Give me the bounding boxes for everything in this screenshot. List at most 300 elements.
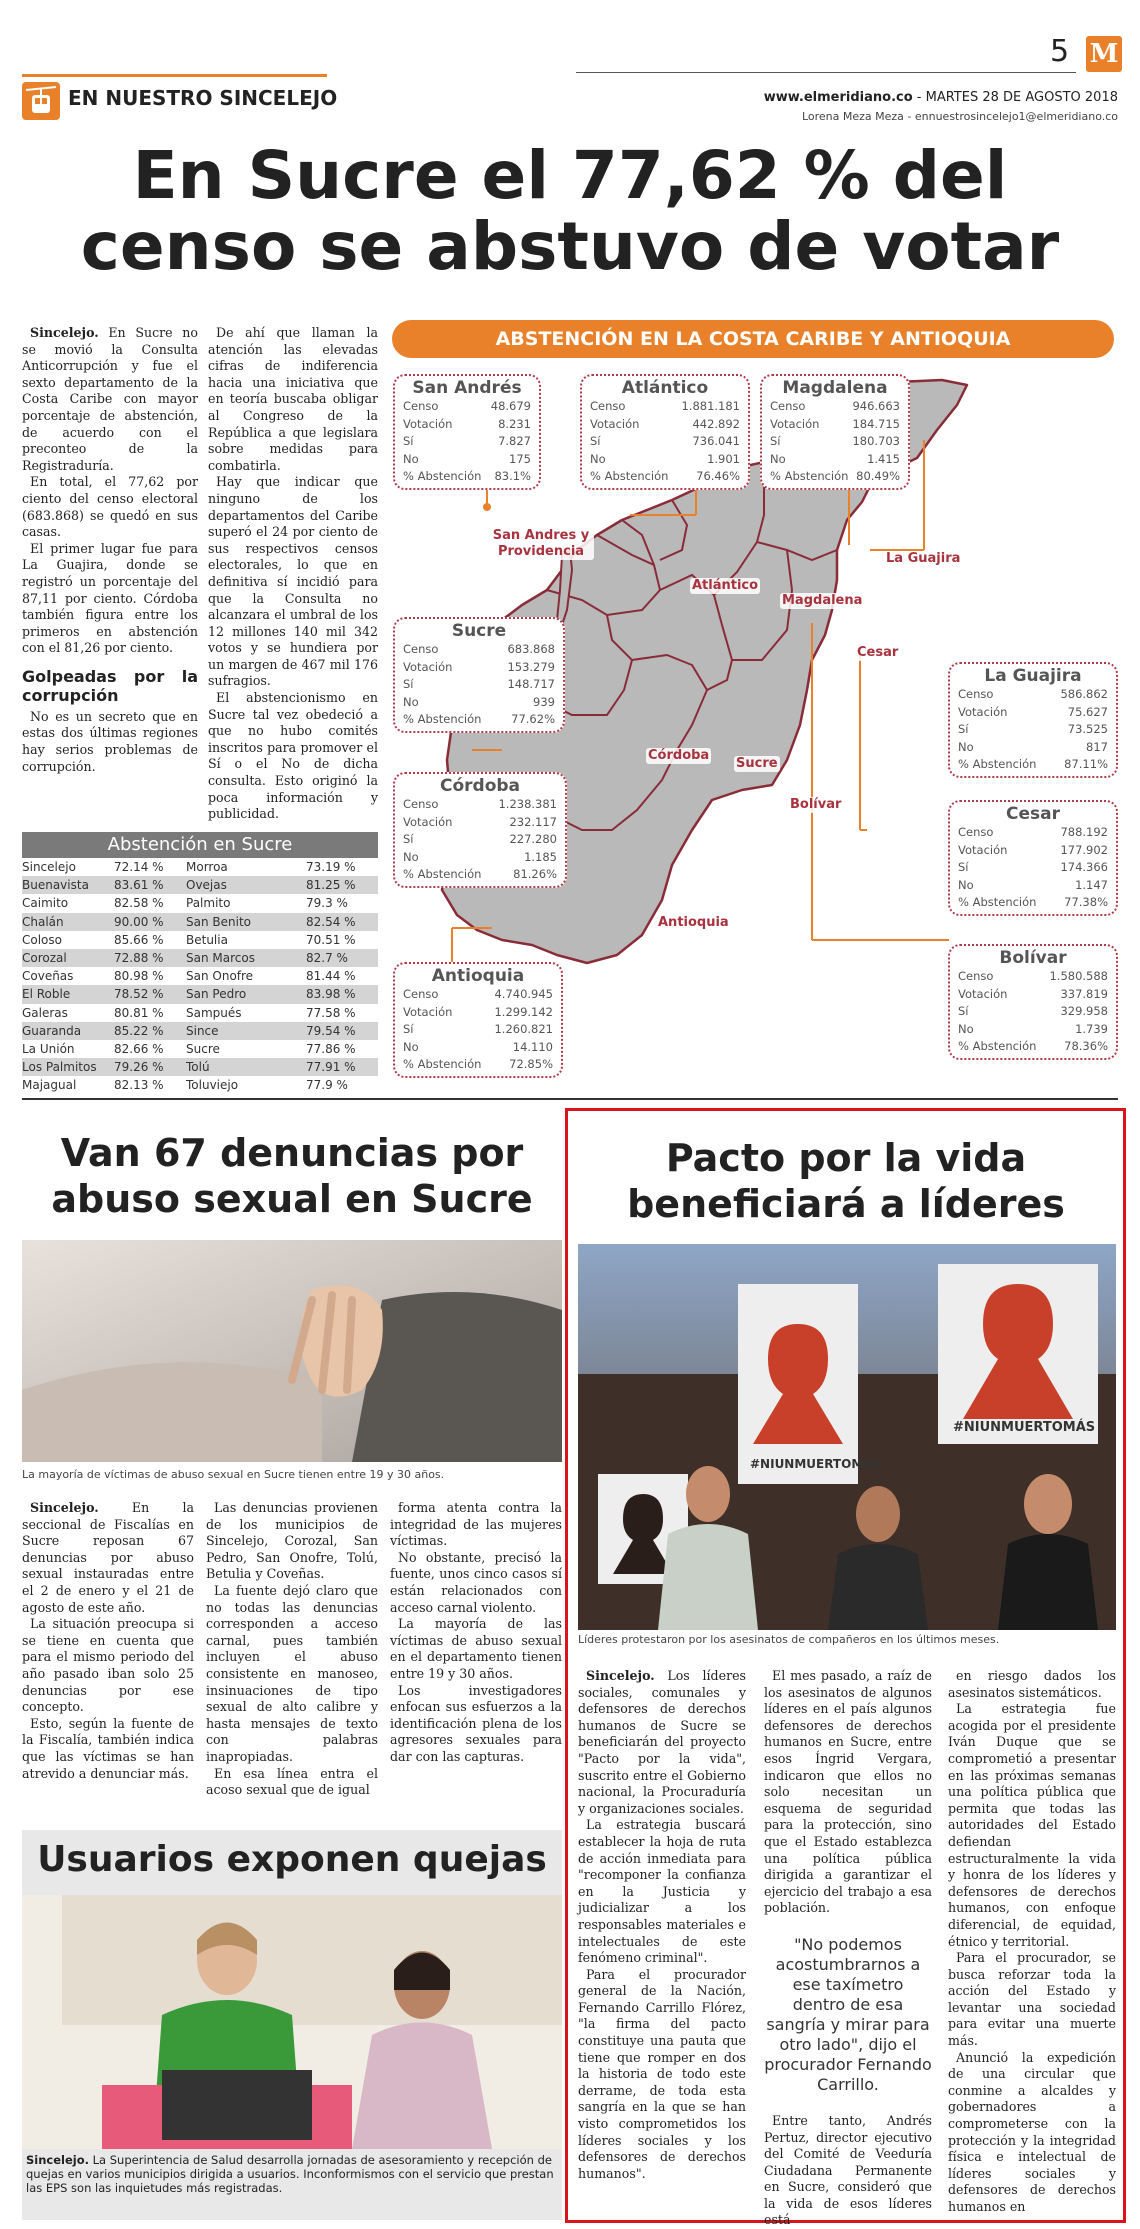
stat-label: No: [403, 694, 419, 709]
paragraph: La fuente dejó claro que no todas las denuncias corresponden a acceso carnal, pues también incluyen el abuso consistente en manoseo, insinuaciones de tipo sexual de alto calibre y hasta mensajes de texto con palabras inapropiadas.: [206, 1582, 378, 1764]
stat-value: 80.49%: [856, 469, 900, 483]
stat-value: 1.739: [1075, 1021, 1108, 1036]
stat-label: Sí: [590, 434, 601, 448]
table-cell: 79.54 %: [306, 1023, 356, 1038]
quejas-caption: [26, 2153, 558, 2195]
text: Los líderes sociales, comunales y defensores de derechos humanos de Sucre se beneficiarán del proyecto "Pacto por la vida", suscrito entre el Gobierno nacional, la Procuraduría y organizaciones sociales.: [578, 1668, 746, 1816]
table-cell: San Onofre: [186, 969, 254, 984]
department-name: Cesar: [1006, 804, 1060, 824]
department-stat: [958, 686, 1108, 704]
department-stat: [770, 433, 900, 451]
department-name: Magdalena: [782, 378, 888, 398]
quejas-photo: [22, 1895, 562, 2149]
table-cell: 82.7 %: [306, 951, 348, 966]
stat-value: 81.26%: [513, 867, 557, 881]
table-title: Abstención en Sucre: [22, 832, 378, 858]
department-box: [393, 617, 565, 733]
department-box: [948, 944, 1118, 1060]
section-label: EN NUESTRO SINCELEJO: [68, 86, 338, 110]
table-cell: San Benito: [186, 914, 251, 929]
department-stat: [403, 641, 555, 659]
paragraph: Los investigadores enfocan sus esfuerzos a la identificación plena de los agresores sexuales para dar con las capturas.: [390, 1682, 562, 1764]
table-cell: Coveñas: [22, 969, 74, 984]
map-label-antioquia: Antioquia: [658, 915, 729, 930]
department-box: [948, 662, 1118, 778]
department-box: [393, 962, 563, 1078]
table-cell: 83.61 %: [114, 878, 164, 893]
stat-value: 7.827: [498, 434, 531, 448]
stat-value: 227.280: [509, 832, 557, 846]
stat-label: Censo: [403, 642, 439, 656]
paragraph: La situación preocupa si se tiene en cuenta que para el mismo periodo del año pasado iban solo 25 denuncias por ese concepto.: [22, 1616, 194, 1715]
department-stat: [958, 721, 1108, 739]
stat-value: 148.717: [507, 677, 555, 691]
stat-label: Censo: [403, 987, 439, 1001]
table-cell: 80.81 %: [114, 1005, 164, 1020]
stat-value: 939: [533, 694, 555, 709]
table-cell: 77.9 %: [306, 1078, 348, 1093]
stat-label: No: [403, 451, 419, 466]
table-cell: 79.26 %: [114, 1060, 164, 1075]
paragraph: El primer lugar fue para La Guajira, donde se registró un porcentaje del 87,11 por ciento. Córdoba también figura entre los primeros en abstención con el 81,26 por ciento.: [22, 540, 198, 656]
table-cell: 83.98 %: [306, 987, 356, 1002]
table-row: [22, 967, 378, 985]
department-stat: [770, 468, 900, 486]
map-label-atlantico: Atlántico: [692, 578, 759, 593]
protest-photo: [578, 1244, 1116, 1630]
stat-value: 329.958: [1060, 1004, 1108, 1018]
department-name: San Andrés: [412, 378, 522, 398]
stat-label: No: [770, 451, 786, 466]
table-cell: Since: [186, 1023, 219, 1038]
table-row: [22, 876, 378, 894]
department-stat: [958, 824, 1108, 842]
stat-label: Sí: [958, 722, 969, 736]
protest-caption: Líderes protestaron por los asesinatos de compañeros en los últimos meses.: [578, 1633, 1000, 1646]
stat-label: No: [958, 739, 974, 754]
department-box: [948, 800, 1118, 916]
headline-line-1: En Sucre el 77,62 % del: [132, 137, 1008, 214]
stat-label: Votación: [590, 416, 640, 431]
left-article-col-3: [390, 1500, 562, 1766]
department-stat: [958, 704, 1108, 722]
table-cell: Majagual: [22, 1078, 77, 1093]
stat-label: Sí: [770, 434, 781, 448]
department-box: [760, 374, 910, 490]
department-stat: [958, 877, 1108, 895]
stat-label: Sí: [958, 860, 969, 874]
department-stat: [403, 711, 555, 729]
main-column-1: [22, 325, 198, 775]
department-stat: [403, 831, 557, 849]
department-stat: [958, 1003, 1108, 1021]
stat-label: Votación: [958, 986, 1008, 1001]
department-stat: [403, 398, 531, 416]
paragraph: Para el procurador, se busca reforzar toda la acción del Estado y levantar una sociedad para evitar una muerte más.: [948, 1950, 1116, 2049]
stat-value: 1.238.381: [498, 797, 557, 811]
department-stat: [958, 1021, 1108, 1039]
article-left-title: [22, 1130, 562, 1222]
stat-value: 586.862: [1060, 687, 1108, 701]
department-stat: [403, 866, 557, 884]
title-line: beneficiará a líderes: [627, 1182, 1065, 1226]
stat-label: No: [403, 1039, 419, 1054]
stat-label: % Abstención: [403, 712, 482, 726]
stat-value: 1.580.588: [1049, 969, 1108, 983]
stat-value: 76.46%: [696, 469, 740, 483]
stat-label: No: [590, 451, 606, 466]
table-cell: 85.66 %: [114, 932, 164, 947]
table-row: [22, 949, 378, 967]
table-cell: 80.98 %: [114, 969, 164, 984]
stat-value: 1.299.142: [494, 1004, 553, 1019]
text: En la seccional de Fiscalías en Sucre reposan 67 denuncias por abuso sexual instauradas entre el 2 de enero y el 21 de agosto de este año.: [22, 1500, 194, 1615]
stat-value: 683.868: [507, 642, 555, 656]
dateline: www.elmeridiano.co - MARTES 28 DE AGOSTO 2018: [763, 90, 1118, 105]
table-cell: Palmito: [186, 896, 231, 911]
main-column-2: [208, 325, 378, 823]
department-stat: [958, 739, 1108, 757]
dateline-lead: Sincelejo.: [586, 1668, 655, 1683]
paragraph: En esa línea entra el acoso sexual que de igual: [206, 1765, 378, 1798]
table-cell: 82.58 %: [114, 896, 164, 911]
stat-label: No: [958, 1021, 974, 1036]
right-article-col-1: [578, 1668, 746, 2182]
department-box: [393, 374, 541, 490]
department-stat: [958, 968, 1108, 986]
department-stat: [403, 468, 531, 486]
department-stat: [403, 796, 557, 814]
table-cell: 77.58 %: [306, 1005, 356, 1020]
table-cell: Sucre: [186, 1042, 220, 1057]
stat-label: Censo: [590, 399, 626, 413]
stat-label: Censo: [958, 825, 994, 839]
table-cell: 77.91 %: [306, 1060, 356, 1075]
stat-value: 946.663: [852, 399, 900, 413]
map-label-bolivar: Bolívar: [790, 797, 842, 812]
stat-label: % Abstención: [958, 895, 1037, 909]
stat-value: 73.525: [1067, 722, 1108, 736]
paragraph: Las denuncias provienen de los municipios de Sincelejo, Corozal, San Pedro, San Onofre, Tolú, Betulia y Coveñas.: [206, 1500, 378, 1582]
stat-value: 87.11%: [1064, 757, 1108, 771]
paragraph: No es un secreto que en estas dos últimas regiones hay serios problemas de corrupción.: [22, 708, 198, 774]
department-stat: [403, 676, 555, 694]
left-article-col-2: [206, 1500, 378, 1799]
map-label-magdalena: Magdalena: [782, 593, 863, 608]
department-name: La Guajira: [984, 666, 1082, 686]
department-stat: [590, 451, 740, 469]
paragraph: La estrategia buscará establecer la hoja de ruta de acción inmediata para "recomponer la confianza en la Justicia y judicializar a los responsables materiales e intelectuales de este fenómeno criminal".: [578, 1817, 746, 1966]
author-line: Lorena Meza Meza - ennuestrosincelejo1@elmeridiano.co: [801, 110, 1118, 123]
stat-value: 1.260.821: [494, 1022, 553, 1036]
table-cell: Buenavista: [22, 878, 89, 893]
stat-value: 180.703: [852, 434, 900, 448]
stat-label: % Abstención: [590, 469, 669, 483]
table-row: [22, 985, 378, 1003]
stat-value: 1.901: [707, 451, 740, 466]
department-stat: [770, 398, 900, 416]
department-name: Córdoba: [439, 776, 521, 796]
subheading: Golpeadas por la corrupción: [22, 666, 198, 705]
department-stat: [958, 894, 1108, 912]
map-label-san-andres: San Andres y Providencia: [488, 528, 594, 560]
table-cell: Betulia: [186, 932, 228, 947]
stat-label: Sí: [403, 434, 414, 448]
stat-value: 184.715: [852, 416, 900, 431]
department-stat: [403, 451, 531, 469]
stat-label: Votación: [403, 814, 453, 829]
text: En Sucre no se movió la Consulta Anticorrupción y fue el sexto departamento de la Costa Caribe con mayor porcentaje de abstención, de acuerdo con el preconteo de la Registraduría.: [22, 325, 198, 473]
stat-label: % Abstención: [958, 1039, 1037, 1053]
department-stat: [958, 986, 1108, 1004]
department-stat: [590, 433, 740, 451]
stat-value: 1.415: [867, 451, 900, 466]
date: MARTES 28 DE AGOSTO 2018: [925, 90, 1118, 105]
stat-label: No: [403, 849, 419, 864]
title-line: Pacto por la vida: [665, 1136, 1027, 1180]
header-rule: [22, 74, 327, 77]
right-article-col-3: [948, 1668, 1116, 2216]
department-stat: [403, 849, 557, 867]
department-stat: [590, 416, 740, 434]
table-cell: 77.86 %: [306, 1042, 356, 1057]
divider: [22, 1098, 1118, 1100]
stat-label: Votación: [403, 659, 453, 674]
table-row: [22, 913, 378, 931]
stat-value: 14.110: [512, 1039, 553, 1054]
paragraph: [22, 1500, 194, 1616]
table-cell: Guaranda: [22, 1023, 82, 1038]
paragraph: El abstencionismo en Sucre tal vez obedeció a que no hubo comités inscritos para promover el Sí o el No de dicha consulta. Esto originó la poca información y publicidad.: [208, 690, 378, 822]
map-label-sucre: Sucre: [736, 756, 778, 771]
department-stat: [403, 1039, 553, 1057]
main-headline: [20, 137, 1120, 286]
left-article-col-1: [22, 1500, 194, 1782]
stat-label: Votación: [958, 704, 1008, 719]
table-cell: Corozal: [22, 951, 67, 966]
stat-value: 83.1%: [494, 469, 531, 483]
department-stat: [403, 416, 531, 434]
stat-label: Censo: [770, 399, 806, 413]
stat-label: Sí: [958, 1004, 969, 1018]
table-row: [22, 1076, 378, 1094]
table-cell: 82.66 %: [114, 1042, 164, 1057]
paragraph: El mes pasado, a raíz de los asesinatos de algunos líderes en el país algunos defensores de derechos humanos en Sucre, entre esos Íngrid Vergara, indicaron que ellos no solo necesitan un esquema de seguridad para la protección, sino que el Estado establezca una política pública dirigida a garantizar el ejercicio del trabajo a esa población.: [764, 1668, 932, 1916]
table-cell: 79.3 %: [306, 896, 348, 911]
table-cell: 72.14 %: [114, 860, 164, 874]
stat-label: Votación: [958, 842, 1008, 857]
table-row: [22, 1058, 378, 1076]
logo: M: [1086, 36, 1122, 72]
table-row: [22, 894, 378, 912]
table-row: [22, 1022, 378, 1040]
right-article-col-2: [764, 1668, 932, 2229]
stat-value: 4.740.945: [494, 987, 553, 1001]
department-stat: [403, 1021, 553, 1039]
stat-value: 72.85%: [509, 1057, 553, 1071]
stat-value: 736.041: [692, 434, 740, 448]
stat-value: 232.117: [509, 814, 557, 829]
abstention-table: [22, 832, 378, 1095]
stat-value: 8.231: [498, 416, 531, 431]
table-cell: 78.52 %: [114, 987, 164, 1002]
pull-quote: "No podemos acostumbrarnos a ese taxímetro dentro de esa sangría y mirar para otro lado", dijo el procurador Fernando Carrillo.: [764, 1934, 932, 2094]
department-box: [580, 374, 750, 490]
stat-value: 788.192: [1060, 825, 1108, 839]
stat-value: 177.902: [1060, 842, 1108, 857]
table-row: [22, 931, 378, 949]
table-cell: La Unión: [22, 1042, 75, 1057]
department-stat: [958, 859, 1108, 877]
stat-value: 1.185: [524, 849, 557, 864]
table-cell: Tolú: [186, 1060, 210, 1075]
stat-label: Votación: [403, 1004, 453, 1019]
stat-label: % Abstención: [958, 757, 1037, 771]
department-stat: [403, 659, 555, 677]
stat-value: 442.892: [692, 416, 740, 431]
paragraph: Hay que indicar que ninguno de los departamentos del Caribe superó el 24 por ciento de sus respectivos censos electorales, lo que en definitiva sí incidió para que la Consulta no alcanzara el umbral de los 12 millones 140 mil 342 votos y se hundiera por un margen de 467 mil 176 sufragios.: [208, 474, 378, 689]
table-cell: Morroa: [186, 860, 228, 874]
stat-label: Votación: [770, 416, 820, 431]
title-line: Van 67 denuncias por: [60, 1131, 524, 1175]
table-row: [22, 1004, 378, 1022]
stat-label: % Abstención: [403, 867, 482, 881]
stat-label: Censo: [403, 797, 439, 811]
stat-label: Votación: [403, 416, 453, 431]
table-cell: Coloso: [22, 932, 62, 947]
table-cell: 70.51 %: [306, 932, 356, 947]
table-cell: 85.22 %: [114, 1023, 164, 1038]
table-cell: 81.44 %: [306, 969, 356, 984]
stat-value: 48.679: [490, 399, 531, 413]
stat-value: 175: [509, 451, 531, 466]
table-cell: Los Palmitos: [22, 1060, 97, 1075]
department-stat: [958, 1038, 1108, 1056]
paragraph: [578, 1668, 746, 1817]
table-row: [22, 858, 378, 876]
department-box: [393, 772, 567, 888]
dateline-lead: Sincelejo.: [30, 325, 99, 340]
stat-label: Sí: [403, 832, 414, 846]
caption-lead: Sincelejo.: [26, 2153, 89, 2167]
stat-value: 817: [1086, 739, 1108, 754]
title-line: abuso sexual en Sucre: [51, 1177, 533, 1221]
table-cell: 90.00 %: [114, 914, 164, 929]
paragraph: Esto, según la fuente de la Fiscalía, también indica que las víctimas se han atrevido a denunciar más.: [22, 1715, 194, 1781]
paragraph: No obstante, precisó la fuente, unos cinco casos sí están relacionados con acceso carnal violento.: [390, 1549, 562, 1615]
map-label-cordoba: Córdoba: [648, 748, 710, 763]
stat-value: 153.279: [507, 659, 555, 674]
paragraph: En total, el 77,62 por ciento del censo electoral (683.868) se quedó en sus casas.: [22, 474, 198, 540]
map-banner: ABSTENCIÓN EN LA COSTA CARIBE Y ANTIOQUIA: [392, 320, 1114, 358]
stat-value: 75.627: [1067, 704, 1108, 719]
site-url[interactable]: www.elmeridiano.co: [763, 90, 913, 105]
department-stat: [403, 986, 553, 1004]
table-cell: Galeras: [22, 1005, 68, 1020]
header-rule-right: [576, 72, 1076, 73]
department-name: Bolívar: [999, 948, 1067, 968]
department-name: Antioquia: [431, 966, 525, 986]
table-cell: Chalán: [22, 914, 64, 929]
map-label-cesar: Cesar: [857, 645, 899, 660]
table-body: [22, 858, 378, 1095]
department-name: Sucre: [451, 621, 507, 641]
stat-label: No: [958, 877, 974, 892]
stat-label: Sí: [403, 1022, 414, 1036]
stat-label: % Abstención: [770, 469, 849, 483]
department-stat: [403, 433, 531, 451]
table-cell: 81.25 %: [306, 878, 356, 893]
stat-value: 1.147: [1075, 877, 1108, 892]
paragraph: La mayoría de las víctimas de abuso sexual en el departamento tienen entre 19 y 30 años.: [390, 1616, 562, 1681]
stat-value: 78.36%: [1064, 1039, 1108, 1053]
paragraph: forma atenta contra la integridad de las mujeres víctimas.: [390, 1500, 562, 1549]
table-cell: San Pedro: [186, 987, 247, 1002]
abuse-photo: [22, 1240, 562, 1462]
stat-label: Censo: [403, 399, 439, 413]
article-right-title: [572, 1135, 1120, 1227]
cablecar-icon: [22, 82, 60, 120]
page-number: 5: [1050, 34, 1070, 69]
department-stat: [958, 756, 1108, 774]
stat-value: 1.881.181: [681, 399, 740, 413]
stat-label: Censo: [958, 969, 994, 983]
paragraph: Anunció la expedición de una circular que conmine a alcaldes y gobernadores a comprometerse con la protección y la integridad física e intelectual de líderes sociales y defensores de derechos humanos en: [948, 2049, 1116, 2214]
stat-label: % Abstención: [403, 1057, 482, 1071]
table-cell: 82.54 %: [306, 914, 356, 929]
caption-text: La Superintencia de Salud desarrolla jornadas de asesoramiento y recepción de quejas en varios municipios dirigida a usuarios. Inconformismos con el servicio que prestan las EPS son las inquietudes más registradas.: [26, 2153, 554, 2195]
table-cell: 73.19 %: [306, 860, 356, 874]
table-cell: San Marcos: [186, 951, 255, 966]
department-stat: [590, 468, 740, 486]
department-stat: [403, 814, 557, 832]
stat-value: 337.819: [1060, 986, 1108, 1001]
department-stat: [590, 398, 740, 416]
paragraph: Para el procurador general de la Nación, Fernando Carrillo Flórez, "la firma del pacto constituye una pauta que tiene que romper en dos la historia de todo este derrame, de toda esta sangría en la que se han visto comprometidos los líderes sociales y los defensores de derechos humanos".: [578, 1966, 746, 2181]
stat-label: Censo: [958, 687, 994, 701]
department-name: Atlántico: [621, 378, 709, 398]
table-cell: El Roble: [22, 987, 71, 1002]
table-cell: Toluviejo: [186, 1078, 239, 1093]
sign-text: #NIUNMUERTOMÁS: [750, 1457, 882, 1471]
stat-label: % Abstención: [403, 469, 482, 483]
table-row: [22, 1040, 378, 1058]
stat-value: 174.366: [1060, 860, 1108, 874]
table-cell: Sincelejo: [22, 860, 76, 874]
department-stat: [770, 451, 900, 469]
sign-text: #NIUNMUERTOMÁS: [953, 1420, 1096, 1435]
stat-value: 77.38%: [1064, 895, 1108, 909]
table-cell: Sampués: [186, 1005, 242, 1020]
stat-label: Sí: [403, 677, 414, 691]
photo-caption: La mayoría de víctimas de abuso sexual en Sucre tienen entre 19 y 30 años.: [22, 1468, 445, 1481]
paragraph: De ahí que llaman la atención las elevadas cifras de indiferencia hacia una iniciativa que en teoría buscaba obligar al Congreso de la República a que legislara sobre medidas para combatirla.: [208, 325, 378, 473]
department-stat: [403, 1056, 553, 1074]
table-cell: 72.88 %: [114, 951, 164, 966]
dateline-lead: Sincelejo.: [30, 1500, 99, 1515]
department-stat: [958, 842, 1108, 860]
table-cell: 82.13 %: [114, 1078, 164, 1093]
quejas-box: [22, 1830, 562, 2220]
department-stat: [403, 694, 555, 712]
headline-line-2: censo se abstuvo de votar: [80, 208, 1060, 286]
table-cell: Caimito: [22, 896, 69, 911]
map-label-guajira: La Guajira: [886, 551, 961, 566]
paragraph: [22, 325, 198, 474]
quejas-title: Usuarios exponen quejas: [37, 1839, 547, 1880]
department-stat: [770, 416, 900, 434]
paragraph: La estrategia fue acogida por el presidente Iván Duque que se comprometió a presentar en las próximas semanas una política pública que permita que todas las autoridades del Estado defiendan estructuralmente la vida y honra de los líderes y defensores de derechos humanos, con enfoque diferencial, de equidad, étnico y territorial.: [948, 1701, 1116, 1949]
